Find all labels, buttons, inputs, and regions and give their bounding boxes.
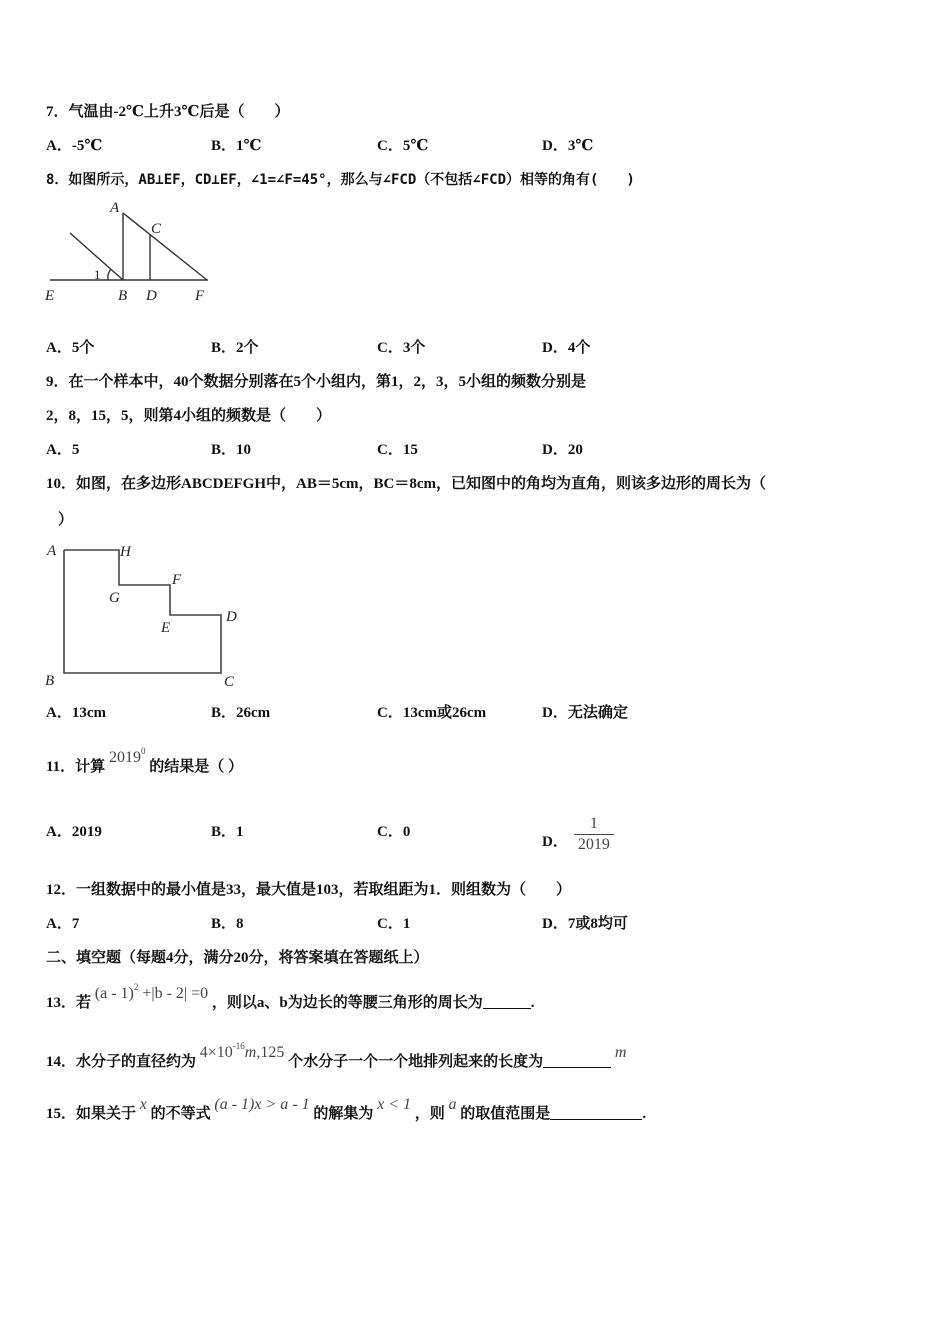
question-9-option-a: A．5 xyxy=(46,442,80,458)
question-13-prefix: 13．若 xyxy=(46,995,92,1011)
question-10-stem-line1: 10．如图，在多边形ABCDEFGH中，AB＝5cm，BC＝8cm，已知图中的角均为直角，则该多边形的周长为（ xyxy=(46,476,766,492)
question-11-option-d xyxy=(542,815,614,863)
question-10-stem-line2: ） xyxy=(58,512,74,528)
question-12-option-c: C．1 xyxy=(377,916,411,932)
answer-blank[interactable] xyxy=(550,1104,642,1120)
question-7-option-b: B．1℃ xyxy=(211,138,262,154)
question-11-stem xyxy=(46,746,243,777)
label-c: C xyxy=(151,221,162,237)
inequality xyxy=(214,1096,309,1113)
question-7-option-d: D．3℃ xyxy=(542,138,594,154)
question-12-option-d: D．7或8均可 xyxy=(542,916,628,932)
question-15-text: 的解集为 xyxy=(313,1106,374,1122)
question-8-options xyxy=(46,338,906,358)
label-d: D xyxy=(146,288,157,304)
label-c: C xyxy=(224,674,235,690)
question-15-text: ，则 xyxy=(414,1106,445,1122)
label-b: B xyxy=(45,673,55,689)
question-12-options xyxy=(46,914,906,934)
question-12-option-a: A．7 xyxy=(46,916,80,932)
option-d-label: D． xyxy=(542,833,568,850)
math-part: +|b - 2| =0 xyxy=(138,985,209,1002)
question-11-options xyxy=(46,815,906,853)
question-8-option-d: D．4个 xyxy=(542,340,591,356)
solution-text: x < 1 xyxy=(377,1096,412,1113)
variable-x xyxy=(140,1096,147,1113)
answer-blank[interactable] xyxy=(543,1052,611,1068)
var-text: a xyxy=(448,1096,457,1113)
question-12-stem: 12．一组数据中的最小值是33，最大值是103，若取组距为1．则组数为（ ） xyxy=(46,882,572,898)
question-13-equation xyxy=(94,982,209,1002)
unit-text: m xyxy=(614,1044,627,1061)
unit xyxy=(615,1044,627,1061)
question-11-option-c: C．0 xyxy=(377,824,411,840)
label-e: E xyxy=(161,620,171,636)
question-13 xyxy=(46,982,535,1013)
question-9-option-c: C．15 xyxy=(377,442,418,458)
question-10-option-a: A．13cm xyxy=(46,705,106,721)
label-f: F xyxy=(195,288,205,304)
label-h: H xyxy=(120,544,131,560)
math-part: (a - 1) xyxy=(94,985,134,1002)
question-15 xyxy=(46,1096,647,1124)
question-14 xyxy=(46,1041,627,1072)
question-8-stem: 8．如图所示，AB⊥EF，CD⊥EF，∠1=∠F=45°，那么与∠FCD（不包括∠FCD）相等的角有( ) xyxy=(46,172,635,188)
inequality-text: (a - 1)x > a - 1 xyxy=(214,1096,310,1113)
question-10-option-b: B．26cm xyxy=(211,705,271,721)
label-d: D xyxy=(226,609,237,625)
label-angle-1: 1 xyxy=(94,267,101,282)
question-7-option-a: A．-5℃ xyxy=(46,138,103,154)
label-a: A xyxy=(47,543,57,559)
math-part: 4×10 xyxy=(199,1044,233,1061)
var-text: x xyxy=(139,1096,147,1113)
question-11-expression xyxy=(108,746,146,766)
variable-a xyxy=(449,1096,457,1113)
question-10-options xyxy=(46,703,906,723)
question-11-stem-after: 的结果是（ ） xyxy=(149,759,243,775)
question-9-options xyxy=(46,440,906,460)
question-7-options xyxy=(46,136,906,156)
math-base: 2019 xyxy=(108,749,141,766)
period: . xyxy=(530,995,535,1011)
question-12-option-b: B．8 xyxy=(211,916,244,932)
fraction-denominator: 2019 xyxy=(574,834,614,855)
question-15-suffix: 的取值范围是 xyxy=(460,1106,551,1122)
label-b: B xyxy=(118,288,128,304)
question-13-suffix: ，则以a、b为边长的等腰三角形的周长为 xyxy=(211,995,483,1011)
question-11-option-a: A．2019 xyxy=(46,824,102,840)
math-part: ,125 xyxy=(256,1044,285,1061)
solution-set xyxy=(377,1096,411,1113)
label-f: F xyxy=(172,572,182,588)
question-11-stem-before: 11．计算 xyxy=(46,759,106,775)
fraction-numerator: 1 xyxy=(589,815,598,832)
label-e: E xyxy=(45,288,55,304)
question-8-option-c: C．3个 xyxy=(377,340,426,356)
question-7-option-c: C．5℃ xyxy=(377,138,429,154)
question-11-option-b: B．1 xyxy=(211,824,244,840)
question-14-prefix: 14．水分子的直径约为 xyxy=(46,1054,197,1070)
fraction xyxy=(574,814,614,855)
question-9-option-b: B．10 xyxy=(211,442,252,458)
math-exponent: -16 xyxy=(232,1041,245,1051)
question-7-stem: 7．气温由-2℃上升3℃后是（ ） xyxy=(46,104,290,120)
question-8-geometry-figure xyxy=(40,195,240,310)
label-a: A xyxy=(110,200,120,216)
question-9-option-d: D．20 xyxy=(542,442,583,458)
answer-blank[interactable] xyxy=(483,993,531,1009)
math-unit: m xyxy=(244,1044,257,1061)
label-g: G xyxy=(109,590,120,606)
period: . xyxy=(642,1106,647,1122)
question-15-text: 的不等式 xyxy=(150,1106,211,1122)
question-9-stem-line1: 9．在一个样本中，40个数据分别落在5个小组内，第1，2，3，5小组的频数分别是 xyxy=(46,374,587,390)
question-10-option-d: D．无法确定 xyxy=(542,705,628,721)
math-exponent: 2 xyxy=(133,982,139,992)
question-10-option-c: C．13cm或26cm xyxy=(377,705,487,721)
question-8-option-b: B．2个 xyxy=(211,340,259,356)
question-10-polygon-figure xyxy=(40,535,250,695)
question-8-option-a: A．5个 xyxy=(46,340,95,356)
math-exponent: 0 xyxy=(140,746,146,756)
question-15-prefix: 15．如果关于 xyxy=(46,1106,137,1122)
question-14-suffix: 个水分子一个一个地排列起来的长度为 xyxy=(288,1054,544,1070)
question-14-expression xyxy=(199,1041,285,1061)
section-2-heading: 二、填空题（每题4分，满分20分，将答案填在答题纸上） xyxy=(46,950,429,966)
question-9-stem-line2: 2，8，15，5，则第4小组的频数是（ ） xyxy=(46,408,332,424)
